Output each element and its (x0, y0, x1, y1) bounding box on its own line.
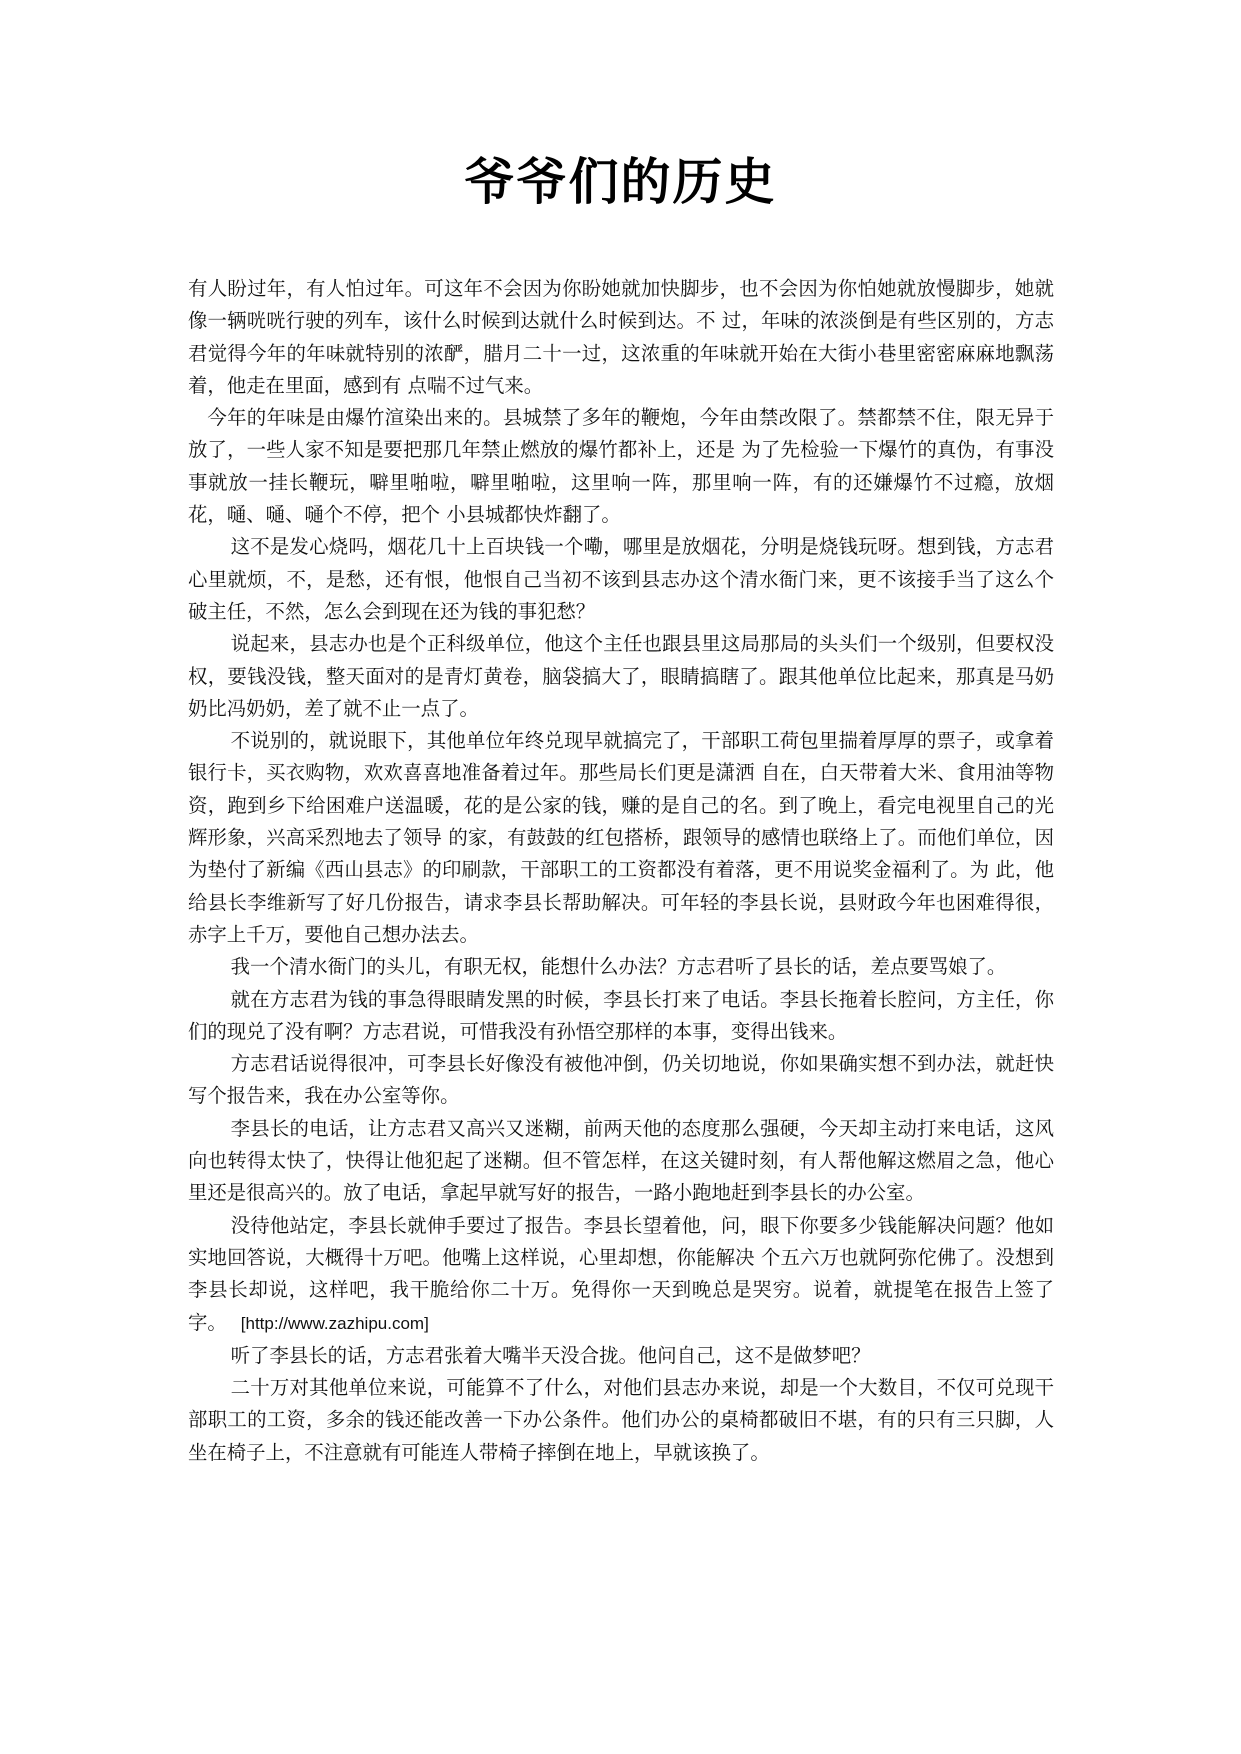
paragraph-6: 我一个清水衙门的头儿，有职无权，能想什么办法？方志君听了县长的话，差点要骂娘了。 (230, 955, 1007, 979)
paragraph-9: 李县长的电话，让方志君又高兴又迷糊，前两天他的态度那么强硬，今天却主动打来电话，这风向也转得太快了，快得让他犯起了迷糊。但不管怎样，在这关键时刻，有人帮他解这燃眉之急，他心里还是很高兴的。放了电话，拿起早就写好的报告，一路小跑地赶到李县长的办公室。 (188, 1116, 1054, 1205)
paragraph-7: 就在方志君为钱的事急得眼睛发黑的时候，李县长打来了电话。李县长拖着长腔问，方主任，你们的现兑了没有啊？方志君说，可惜我没有孙悟空那样的本事，变得出钱来。 (188, 987, 1054, 1043)
paragraph-3: 这不是发心烧吗，烟花几十上百块钱一个嘞，哪里是放烟花，分明是烧钱玩呀。想到钱，方志君心里就烦，不，是愁，还有恨，他恨自己当初不该到县志办这个清水衙门来，更不该接手当了这么个破主任，不然，怎么会到现在还为钱的事犯愁？ (188, 535, 1054, 623)
document-title: 爷爷们的历史 (464, 153, 777, 211)
paragraph-8: 方志君话说得很冲，可李县长好像没有被他冲倒，仍关切地说，你如果确实想不到办法，就赶快写个报告来，我在办公室等你。 (188, 1052, 1054, 1108)
document-body (188, 273, 1054, 1469)
source-link[interactable]: [http://www.zazhipu.com] (240, 1313, 429, 1333)
paragraph-1: 有人盼过年，有人怕过年。可这年不会因为你盼她就加快脚步，也不会因为你怕她就放慢脚步，她就像一辆咣咣行驶的列车，该什么时候到达就什么时候到达。不 过，年味的浓淡倒是有些区别的，方志君觉得今年的年味就特别的浓酽，腊月二十一过，这浓重的年味就开始在大街小巷里密密麻麻地飘荡着，他走在里面，感到有 点喘不过气来。 (188, 277, 1054, 397)
paragraph-5: 不说别的，就说眼下，其他单位年终兑现早就搞完了，干部职工荷包里揣着厚厚的票子，或拿着银行卡，买衣购物，欢欢喜喜地准备着过年。那些局长们更是潇洒 自在，白天带着大米、食用油等物资，跑到乡下给困难户送温暖，花的是公家的钱，赚的是自己的名。到了晚上，看完电视里自己的光辉形象，兴高采烈地去了领导 的家，有鼓鼓的红包搭桥，跟领导的感情也联络上了。而他们单位，因为垫付了新编《西山县志》的印刷款，干部职工的工资都没有着落，更不用说奖金福利了。为 此，他给县长李维新写了好几份报告，请求李县长帮助解决。可年轻的李县长说，县财政今年也困难得很，赤字上千万，要他自己想办法去。 (188, 729, 1054, 946)
paragraph-2: 今年的年味是由爆竹渲染出来的。县城禁了多年的鞭炮，今年由禁改限了。禁都禁不住，限无异于放了，一些人家不知是要把那几年禁止燃放的爆竹都补上，还是 为了先检验一下爆竹的真伪，有事没事就放一挂长鞭玩，噼里啪啦，噼里啪啦，这里响一阵，那里响一阵，有的还嫌爆竹不过瘾，放烟花，嗵、嗵、嗵个不停，把个 小县城都快炸翻了。 (188, 406, 1054, 527)
paragraph-11: 听了李县长的话，方志君张着大嘴半天没合拢。他问自己，这不是做梦吧？ (230, 1343, 871, 1367)
paragraph-4: 说起来，县志办也是个正科级单位，他这个主任也跟县里这局那局的头头们一个级别，但要权没权，要钱没钱，整天面对的是青灯黄卷，脑袋搞大了，眼睛搞瞎了。跟其他单位比起来，那真是马奶奶比冯奶奶，差了就不止一点了。 (188, 632, 1054, 720)
paragraph-10 (188, 1210, 1054, 1340)
paragraph-10-text: 没待他站定，李县长就伸手要过了报告。李县长望着他，问，眼下你要多少钱能解决问题？他如实地回答说，大概得十万吧。他嘴上这样说，心里却想，你能解决 个五六万也就阿弥佗佛了。没想到李县长却说，这样吧，我干脆给你二十万。免得你一天到晚总是哭穷。说着，就提笔在报告上签了字。 (188, 1213, 1054, 1334)
paragraph-12: 二十万对其他单位来说，可能算不了什么，对他们县志办来说，却是一个大数目，不仅可兑现干部职工的工资，多余的钱还能改善一下办公条件。他们办公的桌椅都破旧不堪，有的只有三只脚，人坐在椅子上，不注意就有可能连人带椅子摔倒在地上，早就该换了。 (188, 1376, 1054, 1464)
